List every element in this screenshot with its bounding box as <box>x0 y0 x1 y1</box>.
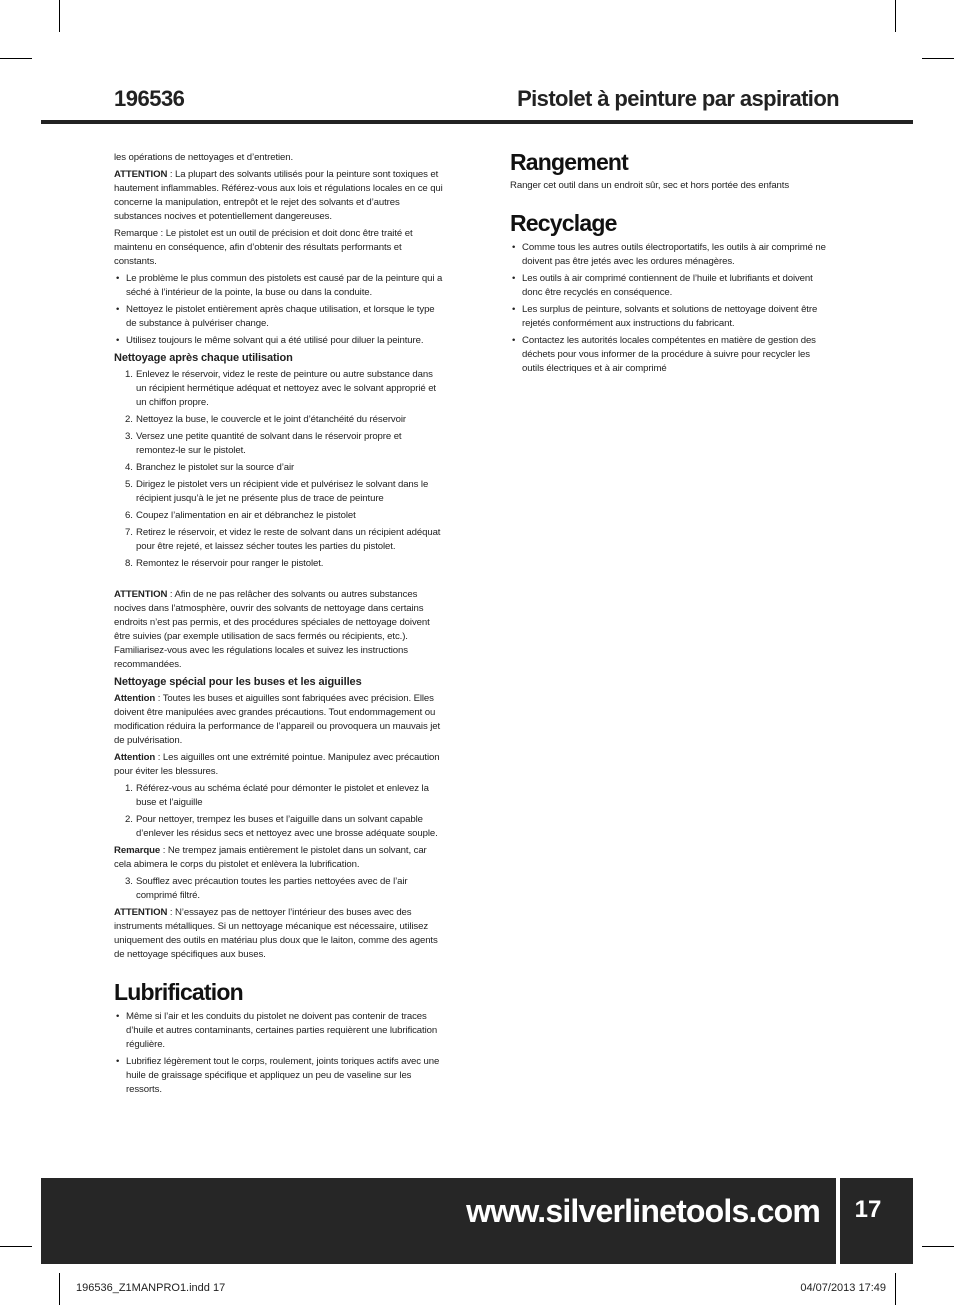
warning-text: : N’essayez pas de nettoyer l’intérieur des buses avec des instruments métalliques. Si un nettoyage mécanique est nécessaire, utilisez uniquement des outils en matériau plus doux que le laiton, comme des agents de nettoyage spécifiques aux buses. <box>114 907 438 960</box>
warning-text: : Afin de ne pas relâcher des solvants ou autres substances nocives dans l’atmosphère, ouvrir des solvants de nettoyage dans certains endroits n’est pas permis, et des procédures spéciales de nettoyage doivent être suivies (par exemple utilisation de sacs fermés ou récipients, etc.). Familiarisez-vous avec les régulations locales et suivez les instructions recommandées. <box>114 589 430 670</box>
item-number: 1. <box>125 783 133 794</box>
item-text: Remontez le réservoir pour ranger le pistolet. <box>136 558 324 569</box>
page-number: 17 <box>854 1196 882 1223</box>
list-item <box>114 782 444 810</box>
list-item <box>114 478 444 506</box>
list-item: • Comme tous les autres outils électroportatifs, les outils à air comprimé ne doivent pas être jetés avec les ordures ménagères. <box>510 241 832 269</box>
list-item: • Lubrifiez légèrement tout le corps, roulement, joints toriques actifs avec une huile de graissage spécifique et appliquez un peu de vaseline sur les ressorts. <box>114 1055 444 1097</box>
item-text: Soufflez avec précaution toutes les parties nettoyées avec de l’air comprimé filtré. <box>136 876 408 901</box>
item-text: Retirez le réservoir, et videz le reste de solvant dans un récipient adéquat pour être rejeté, et laissez sécher toutes les parties du pistolet. <box>136 527 441 552</box>
warning-paragraph <box>114 751 444 779</box>
list-item <box>114 368 444 410</box>
warning-label: ATTENTION <box>114 589 168 600</box>
left-column <box>114 151 444 1100</box>
list-item <box>114 526 444 554</box>
item-text: Pour nettoyer, trempez les buses et l’aiguille dans un solvant capable d’enlever les résidus secs et nettoyez avec une brosse adéquate souple. <box>136 814 438 839</box>
crop-mark <box>895 0 896 32</box>
item-text: Coupez l’alimentation en air et débranchez le pistolet <box>136 510 356 521</box>
crop-mark <box>922 1246 954 1247</box>
date-slug: 04/07/2013 17:49 <box>800 1282 886 1294</box>
website-url: www.silverlinetools.com <box>466 1193 820 1229</box>
numbered-list <box>114 368 444 571</box>
item-text: Référez-vous au schéma éclaté pour démonter le pistolet et enlevez la buse et l’aiguille <box>136 783 429 808</box>
item-number: 1. <box>125 369 133 380</box>
list-item: • Les outils à air comprimé contiennent de l’huile et lubrifiants et doivent donc être recyclés en conséquence. <box>510 272 832 300</box>
list-item: • Contactez les autorités locales compétentes en matière de gestion des déchets pour vous informer de la procédure à suivre pour recycler les outils électriques et à air comprimé <box>510 334 832 376</box>
warning-text: : Les aiguilles ont une extrémité pointue. Manipulez avec précaution pour éviter les blessures. <box>114 752 440 777</box>
item-number: 3. <box>125 876 133 887</box>
warning-paragraph <box>114 906 444 962</box>
section-title-lubrification: Lubrification <box>114 979 243 1005</box>
list-item <box>114 509 444 523</box>
note-label: Remarque <box>114 845 161 856</box>
crop-mark <box>0 58 32 59</box>
crop-mark <box>59 1273 60 1305</box>
crop-mark <box>0 1246 32 1247</box>
list-item: • Utilisez toujours le même solvant qui a été utilisé pour diluer la peinture. <box>114 334 444 348</box>
item-text: Dirigez le pistolet vers un récipient vide et pulvérisez le solvant dans le récipient jusqu’à le jet ne présente plus de trace de peinture <box>136 479 429 504</box>
crop-mark <box>59 0 60 32</box>
list-item: • Les surplus de peinture, solvants et solutions de nettoyage doivent être rejetés conformément aux instructions du fabricant. <box>510 303 832 331</box>
list-item <box>114 875 444 903</box>
list-item <box>114 430 444 458</box>
item-number: 2. <box>125 414 133 425</box>
page-title: Pistolet à peinture par aspiration <box>517 86 839 111</box>
note-paragraph <box>114 844 444 872</box>
item-number: 7. <box>125 527 133 538</box>
list-item <box>114 813 444 841</box>
numbered-list <box>114 875 444 903</box>
item-number: 6. <box>125 510 133 521</box>
warning-paragraph <box>114 692 444 748</box>
warning-label: Attention <box>114 752 156 763</box>
warning-paragraph <box>114 588 444 672</box>
item-text: Enlevez le réservoir, videz le reste de peinture ou autre substance dans un récipient hermétique adéquat et nettoyez avec le solvant approprié et un chiffon propre. <box>136 369 436 408</box>
item-number: 3. <box>125 431 133 442</box>
paragraph: les opérations de nettoyages et d’entretien. <box>114 152 294 163</box>
list-item: • Le problème le plus commun des pistolets est causé par de la peinture qui a séché à l’intérieur de la pointe, la buse ou dans la conduite. <box>114 272 444 300</box>
item-number: 2. <box>125 814 133 825</box>
warning-text: : La plupart des solvants utilisés pour la peinture sont toxiques et hautement inflammables. Référez-vous aux lois et régulations locales en ce qui concerne la manipulation, entrepôt et le rejet des solvants et d’autres substances nocives et potentiellement dangereuses. <box>114 169 443 222</box>
list-item: • Même si l’air et les conduits du pistolet ne doivent pas contenir de traces d’huile et autres contaminants, certaines parties requièrent une lubrification régulière. <box>114 1010 444 1052</box>
product-code: 196536 <box>114 86 185 111</box>
item-number: 4. <box>125 462 133 473</box>
note-paragraph: Remarque : Le pistolet est un outil de précision et doit donc être traité et maintenu en conséquence, afin d’obtenir des résultats performants et constants. <box>114 228 413 267</box>
crop-mark <box>922 58 954 59</box>
bullet-list <box>114 272 444 348</box>
item-number: 5. <box>125 479 133 490</box>
list-item: • Nettoyez le pistolet entièrement après chaque utilisation, et lorsque le type de substance à pulvériser change. <box>114 303 444 331</box>
warning-label: Attention <box>114 693 156 704</box>
warning-label: ATTENTION <box>114 169 168 180</box>
paragraph: Ranger cet outil dans un endroit sûr, sec et hors portée des enfants <box>510 180 790 191</box>
item-number: 8. <box>125 558 133 569</box>
note-text: : Ne trempez jamais entièrement le pistolet dans un solvant, car cela abimera le corps du pistolet et enlèvera la lubrification. <box>114 845 427 870</box>
section-title-recyclage: Recyclage <box>510 210 617 236</box>
right-column <box>510 148 832 379</box>
list-item <box>114 413 444 427</box>
item-text: Nettoyez la buse, le couvercle et le joint d’étanchéité du réservoir <box>136 414 406 425</box>
list-item <box>114 557 444 571</box>
bullet-list <box>114 1010 444 1097</box>
subheading: Nettoyage après chaque utilisation <box>114 352 293 364</box>
section-title-rangement: Rangement <box>510 149 629 175</box>
list-item <box>114 461 444 475</box>
crop-mark <box>895 1273 896 1305</box>
numbered-list <box>114 782 444 841</box>
warning-paragraph <box>114 168 444 224</box>
item-text: Versez une petite quantité de solvant dans le réservoir propre et remontez-le sur le pistolet. <box>136 431 402 456</box>
header-rule <box>41 120 913 124</box>
warning-label: ATTENTION <box>114 907 168 918</box>
file-slug: 196536_Z1MANPRO1.indd 17 <box>76 1282 226 1294</box>
item-text: Branchez le pistolet sur la source d’air <box>136 462 295 473</box>
bullet-list <box>510 241 832 376</box>
warning-text: : Toutes les buses et aiguilles sont fabriquées avec précision. Elles doivent être manipulées avec grandes précautions. Tout endommagement ou modification réduira la performance de l’appareil ou provoquera un mauvais jet de pulvérisation. <box>114 693 441 746</box>
subheading: Nettoyage spécial pour les buses et les aiguilles <box>114 676 362 688</box>
